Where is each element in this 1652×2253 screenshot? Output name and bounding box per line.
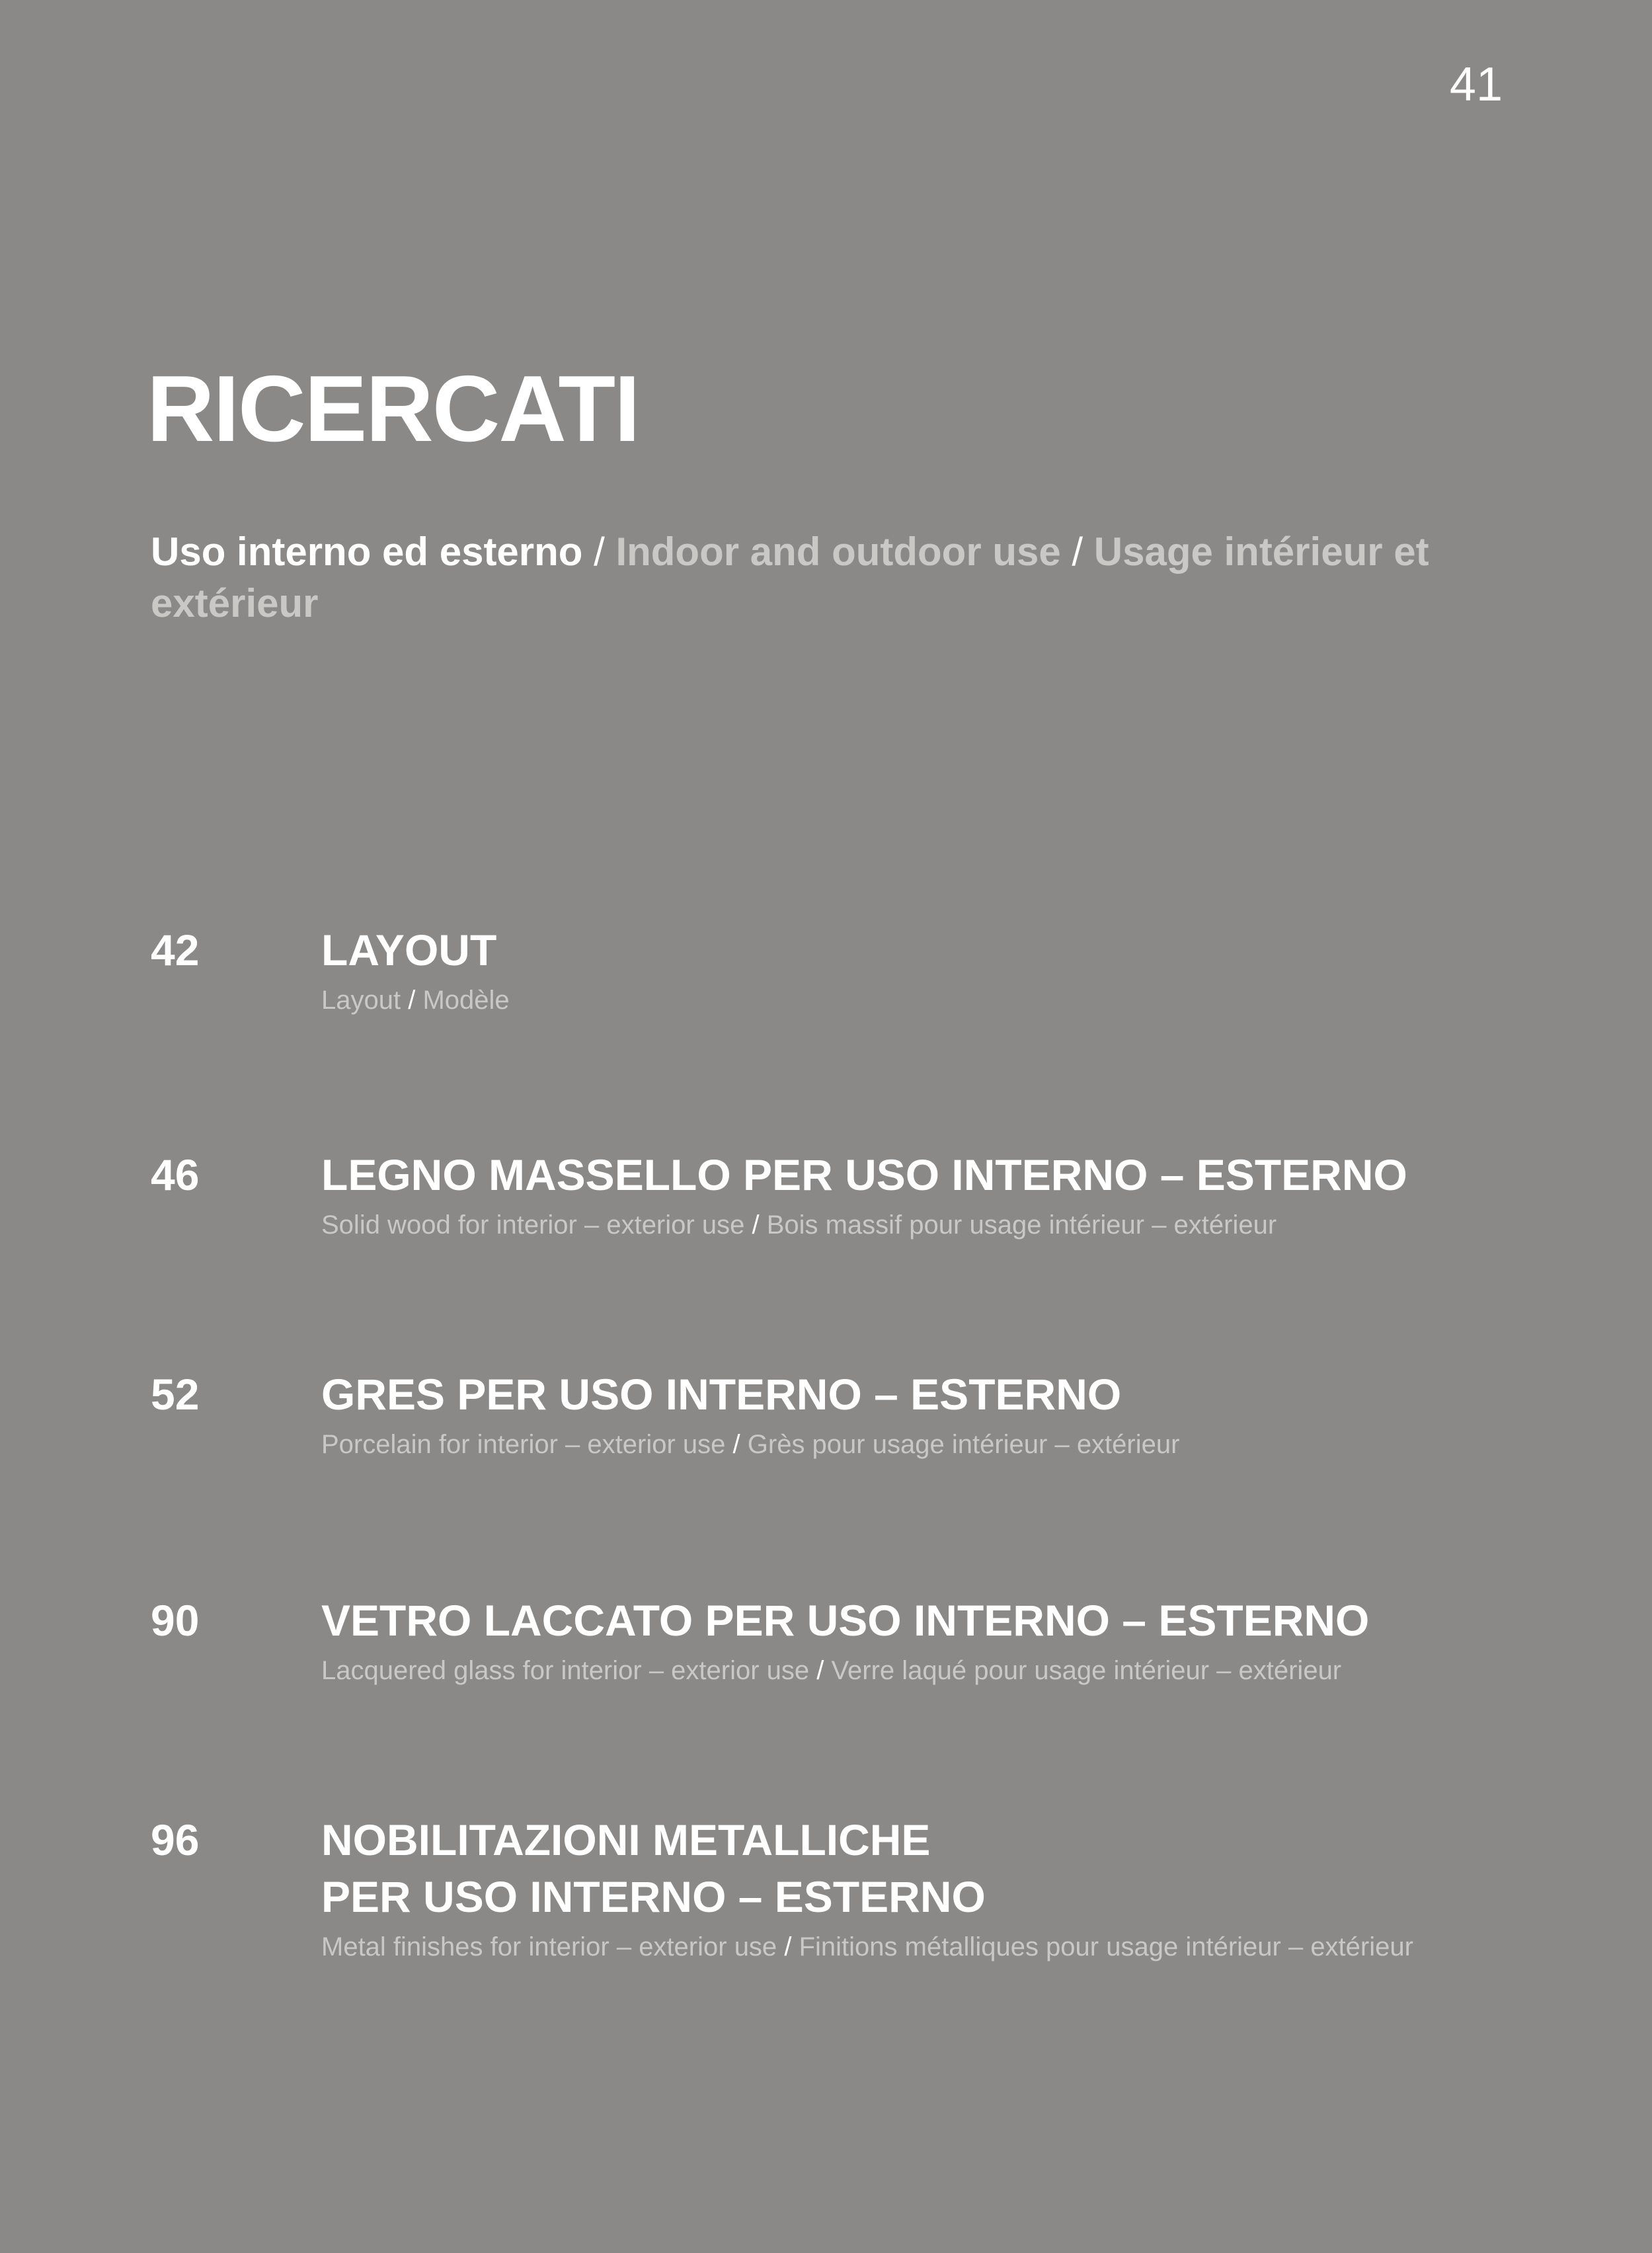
toc-page-number: 90 [151,1596,200,1645]
toc-desc-french: Grès pour usage intérieur – extérieur [747,1430,1180,1459]
toc-entry-description [321,982,1538,1018]
subtitle-separator: / [594,530,605,574]
toc-entry-title-line2: PER USO INTERNO – ESTERNO [321,1872,986,1921]
toc-entry-body [321,1372,1538,1462]
toc-desc-separator: / [816,1656,824,1685]
toc-entry-title: NOBILITAZIONI METALLICHE [321,1815,931,1864]
toc-entry-description [321,1653,1538,1688]
toc-desc-english: Metal finishes for interior – exterior use [321,1932,777,1961]
toc-entry-title: VETRO LACCATO PER USO INTERNO – ESTERNO [321,1596,1370,1645]
toc-desc-french: Verre laqué pour usage intérieur – extérieur [831,1656,1342,1685]
toc-entry-title: LEGNO MASSELLO PER USO INTERNO – ESTERNO [321,1150,1407,1199]
toc-desc-separator: / [732,1430,740,1459]
subtitle-italian: Uso interno ed esterno [151,530,583,574]
toc-desc-english: Layout [321,986,401,1015]
toc-desc-separator: / [752,1210,760,1240]
toc-desc-english: Porcelain for interior – exterior use [321,1430,726,1459]
subtitle-french: Usage intérieur et extérieur [151,530,1429,625]
toc-page-number: 96 [151,1815,200,1864]
toc-entry-description [321,1207,1538,1243]
toc-entry-body [321,1815,1538,1965]
toc-entry-description [321,1427,1538,1462]
toc-desc-english: Lacquered glass for interior – exterior use [321,1656,810,1685]
subtitle-english: Indoor and outdoor use [615,530,1061,574]
subtitle-separator: / [1072,530,1083,574]
toc-page-number: 52 [151,1370,200,1419]
toc-entry-body [321,1150,1538,1243]
page-title: RICERCATI [147,356,639,461]
toc-desc-separator: / [784,1932,792,1961]
toc-entry-title: LAYOUT [321,926,497,974]
toc-entry-description [321,1929,1538,1965]
toc-page-number: 42 [151,926,200,974]
toc-entry-title: GRES PER USO INTERNO – ESTERNO [321,1370,1122,1419]
toc-desc-separator: / [408,986,416,1015]
toc-desc-english: Solid wood for interior – exterior use [321,1210,745,1240]
toc-entry-body [321,928,1538,1018]
toc-page-number: 46 [151,1150,200,1199]
toc-desc-french: Finitions métalliques pour usage intérieur – extérieur [799,1932,1413,1961]
toc-desc-french: Bois massif pour usage intérieur – extérieur [766,1210,1277,1240]
page-subtitle [151,526,1493,629]
toc-desc-french: Modèle [422,986,510,1015]
page-number: 41 [1449,58,1503,111]
toc-entry-body [321,1596,1538,1688]
